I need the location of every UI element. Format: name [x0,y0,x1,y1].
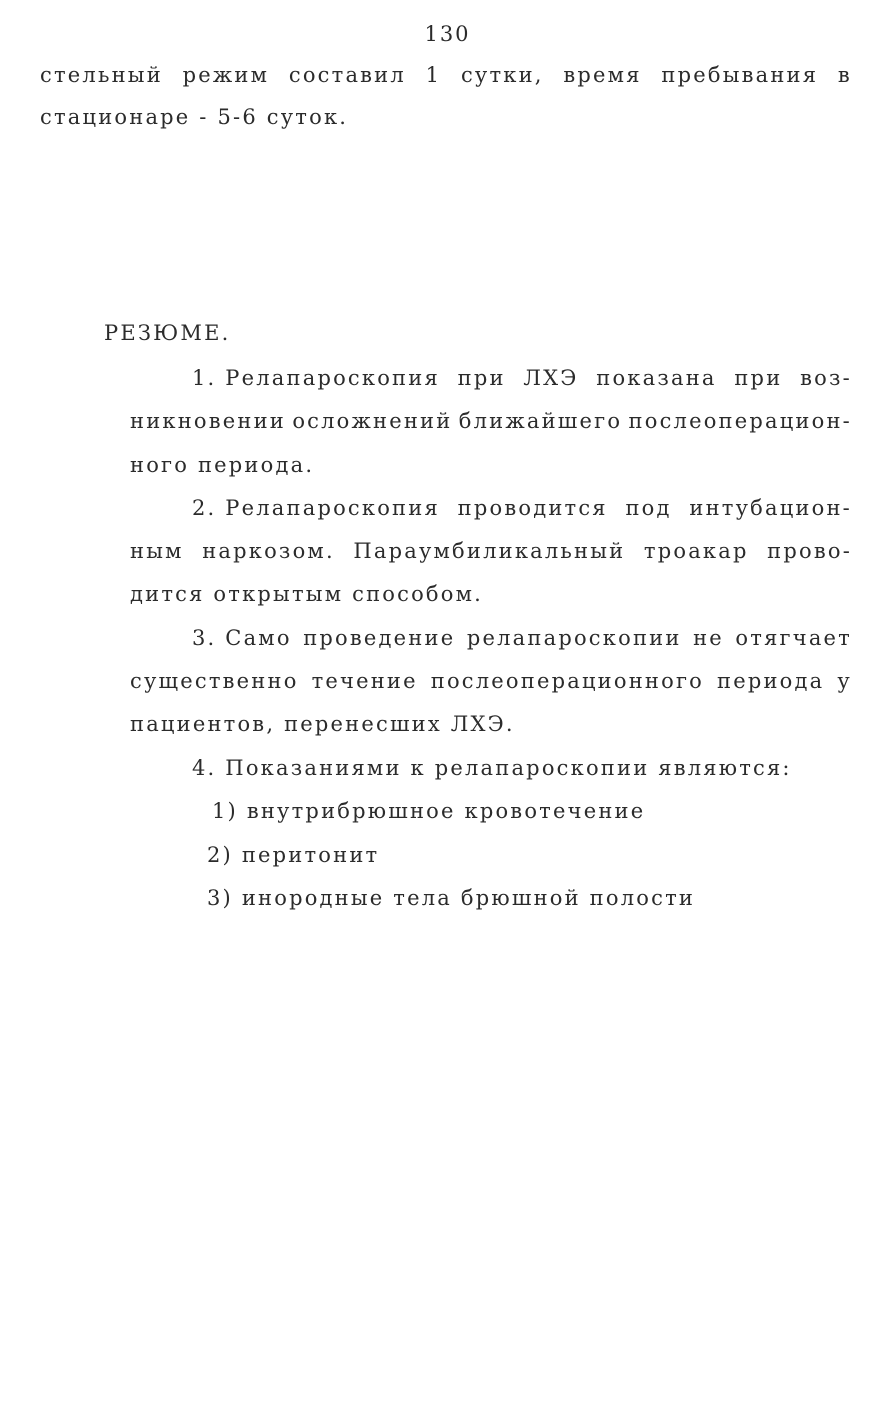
word: троакар [643,539,749,563]
word: послеоперацион- [628,409,852,433]
intro-line-1 [40,62,852,88]
item-4-line-1: 4. Показаниями к релапароскопии являются: [192,756,792,780]
word: наркозом. [202,539,335,563]
item-2-line-2 [130,538,852,564]
word: течение [311,669,418,693]
word: воз- [800,366,852,390]
word: под [625,496,672,520]
word: существенно [130,669,299,693]
word: никновении [130,409,286,433]
word: при [734,366,783,390]
item-4-sub-3: 3) инородные тела брюшной полости [207,886,696,910]
item-2-line-3: дится открытым способом. [130,582,484,606]
item-1-line-3: ного периода. [130,453,315,477]
word: отягчает [735,626,852,650]
word: осложнений [292,409,453,433]
word: сутки, [460,63,544,87]
word: пребывания [661,63,819,87]
word: ЛХЭ [523,366,579,390]
item-3-line-3: пациентов, перенесших ЛХЭ. [130,712,515,736]
word: ближайшего [458,409,623,433]
word: 2. Релапароскопия [192,496,440,520]
word: релапароскопии [466,626,682,650]
page-number: 130 [424,22,471,46]
word: прово- [767,539,852,563]
item-3-line-2 [130,668,852,694]
word: при [457,366,506,390]
word: ным [130,539,184,563]
item-2-line-1 [192,495,852,521]
word: в [837,63,852,87]
word: режим [182,63,270,87]
word: периода [717,669,825,693]
word: 3. Само [192,626,292,650]
item-4-sub-2: 2) перитонит [207,843,380,867]
word: стельный [40,63,163,87]
word: Параумбиликальный [353,539,626,563]
item-4-sub-1: 1) внутрибрюшное кровотечение [212,799,646,823]
word: у [837,669,852,693]
item-3-line-1 [192,625,852,651]
item-1-line-2 [130,408,852,434]
intro-line-2: стационаре - 5-6 суток. [40,105,349,129]
word: не [693,626,724,650]
word: время [563,63,642,87]
word: проведение [303,626,456,650]
item-1-line-1 [192,365,852,391]
summary-heading: РЕЗЮМЕ. [104,321,231,345]
word: 1 [425,63,442,87]
word: проводится [457,496,608,520]
word: интубацион- [689,496,852,520]
word: составил [288,63,406,87]
word: 1. Релапароскопия [192,366,440,390]
word: послеоперационного [430,669,704,693]
word: показана [596,366,717,390]
